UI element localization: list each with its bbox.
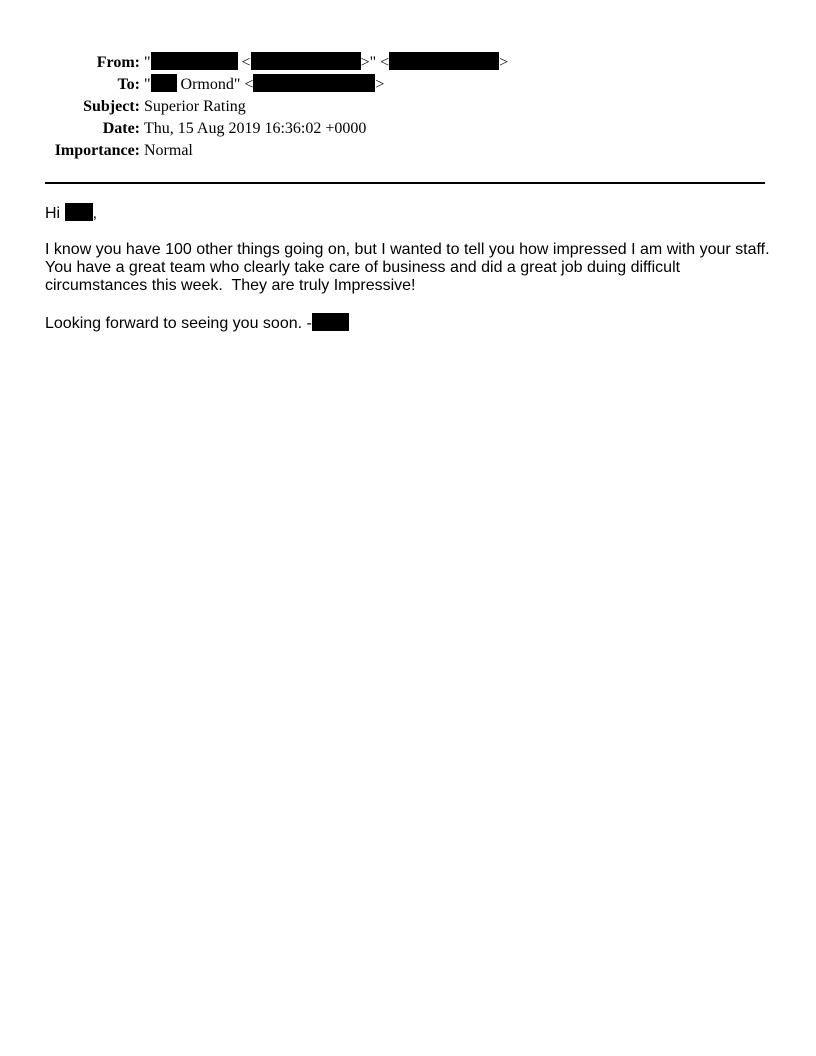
subject-value: Superior Rating xyxy=(144,98,246,115)
date-value: Thu, 15 Aug 2019 16:36:02 +0000 xyxy=(144,120,367,137)
redacted-sender-email xyxy=(251,52,361,70)
subject-label: Subject: xyxy=(83,98,140,115)
to-row xyxy=(0,74,508,96)
message-paragraph xyxy=(45,241,775,295)
closing-text: Looking forward to seeing you soon. - xyxy=(45,315,312,332)
greeting xyxy=(45,203,775,223)
date-label: Date: xyxy=(102,120,140,137)
closing xyxy=(45,313,775,333)
to-value xyxy=(144,74,384,96)
importance-label: Importance: xyxy=(54,142,140,159)
paragraph-line: I know you have 100 other things going on, but I wanted to tell you how impressed I am with your staff. xyxy=(45,241,770,258)
importance-row xyxy=(0,140,508,162)
importance-value: Normal xyxy=(144,142,193,159)
redacted-recipient-email xyxy=(253,74,375,92)
date-row xyxy=(0,118,508,140)
to-text-open-quote: " xyxy=(144,76,151,93)
from-label: From: xyxy=(96,54,140,71)
redacted-sender-address xyxy=(389,52,499,70)
email-header xyxy=(0,52,508,162)
from-text-open-quote: " xyxy=(144,54,151,71)
to-label: To: xyxy=(117,76,140,93)
from-row xyxy=(0,52,508,74)
to-text-close: > xyxy=(375,76,385,93)
redacted-greeting-name xyxy=(65,203,93,221)
email-body xyxy=(45,203,775,351)
paragraph-line: You have a great team who clearly take care of business and did a great job duing difficult xyxy=(45,259,681,276)
redacted-recipient-first-name xyxy=(151,74,177,92)
to-text-name: Ormond" < xyxy=(176,76,254,93)
from-text-bracket: < xyxy=(237,54,251,71)
from-text-bracket-2: >" < xyxy=(360,54,390,71)
subject-row xyxy=(0,96,508,118)
greeting-prefix: Hi xyxy=(45,205,65,222)
header-divider xyxy=(45,182,765,184)
paragraph-line: circumstances this week. They are truly Impressive! xyxy=(45,277,416,294)
redacted-sender-name xyxy=(151,52,238,70)
redacted-signature xyxy=(312,313,349,331)
from-value xyxy=(144,52,508,74)
from-text-close: > xyxy=(499,54,509,71)
greeting-suffix: , xyxy=(92,205,98,222)
